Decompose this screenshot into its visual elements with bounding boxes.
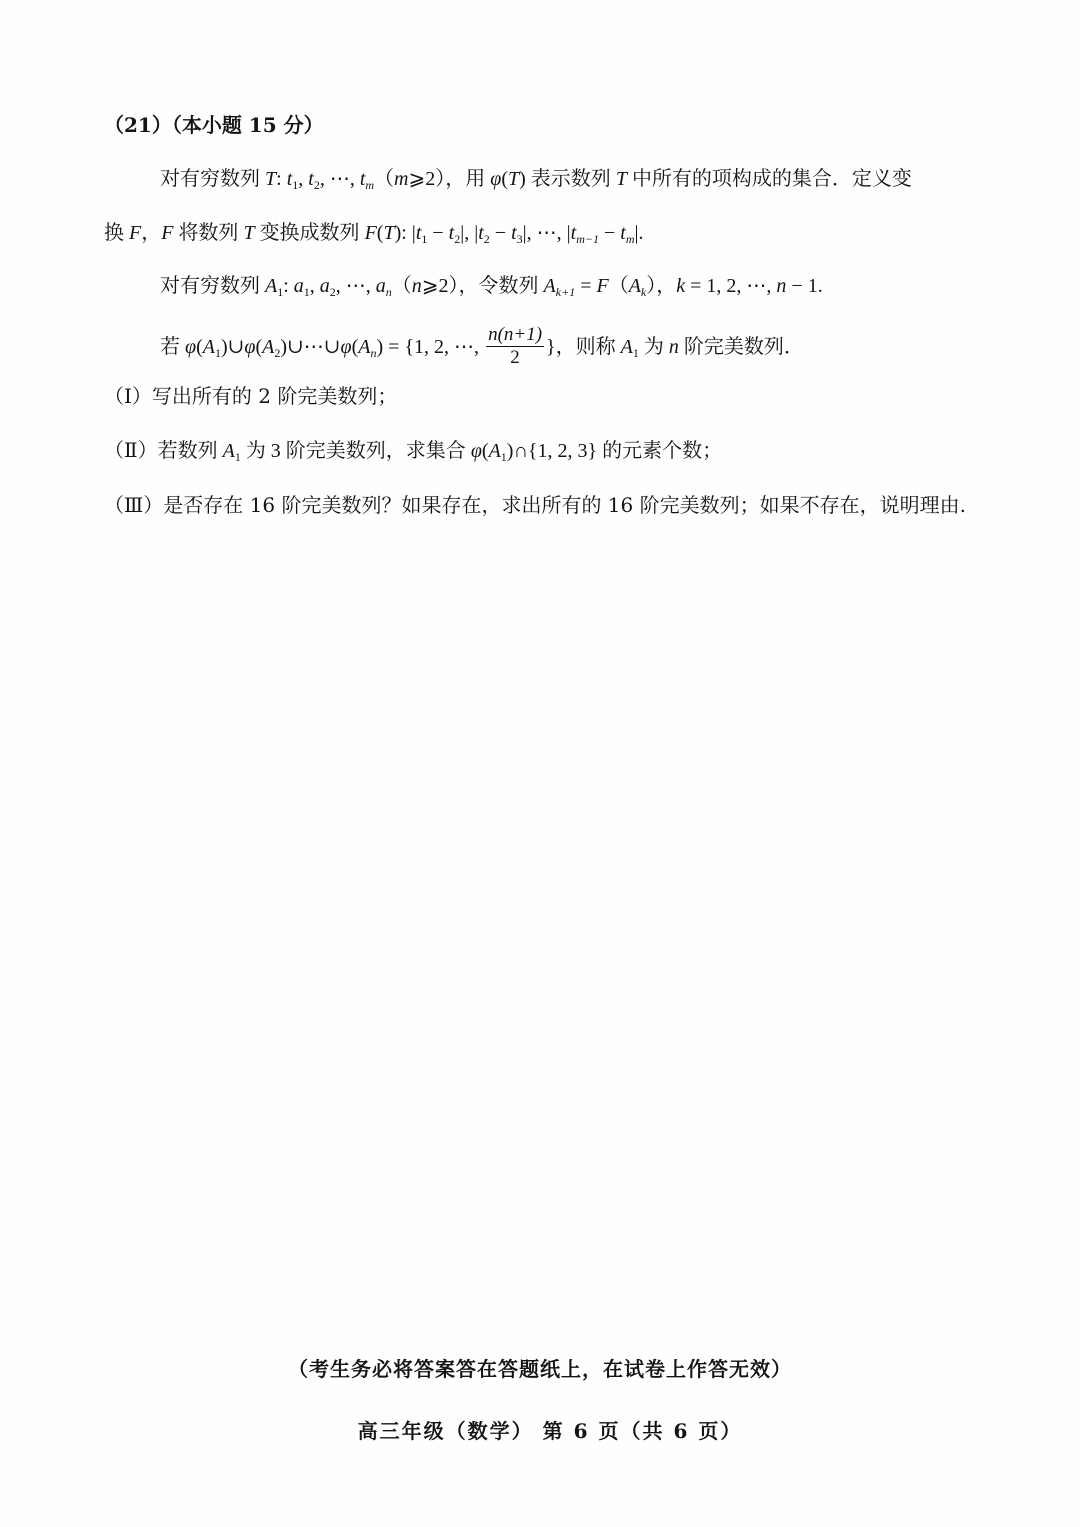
subscript	[626, 232, 635, 246]
text: (	[255, 336, 263, 359]
text: ⩾2），令数列	[421, 275, 544, 297]
fraction-denominator: 2	[510, 347, 520, 368]
text: − 1.	[786, 275, 823, 297]
text: 变换成数列	[254, 222, 365, 244]
subscript: 1	[303, 285, 310, 299]
text: ,	[309, 275, 320, 297]
text: :	[276, 168, 287, 190]
symbol: t	[286, 168, 293, 190]
symbol: A	[358, 336, 371, 359]
problem-heading: （21）（本小题 15 分）	[104, 113, 324, 137]
symbol: φ	[340, 336, 352, 359]
definition-paragraph-2	[104, 219, 644, 247]
subscript: 1	[277, 285, 284, 299]
symbol: A	[620, 336, 633, 359]
subscript: 2	[454, 232, 461, 246]
subscript: 1	[234, 450, 241, 464]
definition-paragraph-3	[160, 272, 823, 300]
symbol: φ	[470, 440, 482, 462]
subscript: 1	[500, 450, 507, 464]
symbol: t	[511, 222, 517, 244]
symbol: A	[488, 440, 501, 462]
symbol: A	[262, 336, 275, 359]
symbol: a	[319, 275, 330, 297]
symbol: n	[776, 275, 787, 297]
text: −	[489, 222, 512, 244]
fraction	[486, 324, 544, 369]
subscript: 1	[292, 178, 299, 192]
subscript: 1	[632, 346, 639, 361]
text: (	[481, 440, 489, 462]
symbol: F	[364, 222, 377, 244]
symbol: n	[668, 336, 679, 359]
text: −	[598, 222, 621, 244]
text: 中所有的项构成的集合．定义变	[626, 168, 912, 190]
subscript-symbol: m	[365, 178, 375, 192]
fraction-numerator: n(n+1)	[488, 324, 543, 345]
text: ,	[298, 168, 309, 190]
text: 若	[160, 336, 185, 359]
symbol: a	[375, 275, 386, 297]
text: :	[283, 275, 294, 297]
symbol: F	[129, 222, 142, 244]
text: (	[196, 336, 203, 359]
symbol: T	[615, 168, 627, 190]
subscript: 2	[329, 285, 336, 299]
text: (	[351, 336, 359, 359]
subscript	[365, 178, 374, 192]
text: 为 3 阶完美数列，求集合	[240, 440, 471, 462]
symbol: F	[161, 222, 174, 244]
text: (	[501, 168, 509, 190]
text: |.	[634, 222, 644, 244]
symbol: T	[383, 222, 395, 244]
text: , ⋯,	[335, 275, 376, 297]
symbol: m	[394, 168, 409, 190]
symbol: A	[222, 440, 235, 462]
question-part-1: （Ⅰ）写出所有的 2 阶完美数列；	[104, 384, 398, 408]
subscript-symbol: m−1	[576, 232, 599, 246]
symbol: A	[628, 275, 641, 297]
subscript: 2	[483, 232, 490, 246]
text: （	[608, 275, 629, 297]
text: ): |	[394, 222, 416, 244]
symbol: A	[265, 275, 278, 297]
subscript: 2	[274, 346, 281, 361]
text: 对有穷数列	[160, 168, 265, 190]
symbol: t	[448, 222, 455, 244]
symbol: n	[411, 275, 422, 297]
page-footer: 高三年级（数学） 第 6 页（共 6 页）	[357, 1419, 743, 1443]
symbol: φ	[185, 336, 197, 359]
text: 将数列	[173, 222, 244, 244]
symbol: T	[265, 168, 277, 190]
text: （	[374, 168, 395, 190]
symbol: t	[478, 222, 484, 244]
subscript: 1	[421, 232, 428, 246]
subscript: 2	[313, 178, 320, 192]
text: = 1, 2, ⋯,	[685, 275, 777, 297]
text: )∪	[220, 336, 245, 359]
subscript: 1	[214, 346, 221, 361]
text: 为	[638, 336, 669, 359]
subscript-symbol: k+1	[555, 285, 576, 299]
text: ) = {1, 2, ⋯,	[376, 336, 485, 359]
symbol: F	[596, 275, 609, 297]
text: ，	[141, 222, 162, 244]
text: , ⋯,	[319, 168, 360, 190]
subscript-symbol: n	[385, 285, 392, 299]
question-part-2	[104, 437, 722, 465]
subscript	[556, 285, 575, 299]
symbol: A	[202, 336, 215, 359]
text: 换	[104, 222, 129, 244]
definition-paragraph-4	[160, 326, 804, 371]
symbol: t	[415, 222, 422, 244]
answer-instruction-note: （考生务必将答案答在答题纸上，在试卷上作答无效）	[288, 1357, 792, 1381]
subscript-symbol: k	[640, 285, 647, 299]
subscript: 3	[516, 232, 523, 246]
symbol: T	[243, 222, 255, 244]
text: |, |	[460, 222, 479, 244]
text: ），	[646, 275, 677, 297]
symbol: φ	[244, 336, 256, 359]
question-part-3: （Ⅲ）是否存在 16 阶完美数列？如果存在，求出所有的 16 阶完美数列；如果不存在，说明理由.	[104, 493, 966, 517]
text: 对有穷数列	[160, 275, 265, 297]
subscript	[576, 232, 599, 246]
text: ) 表示数列	[519, 168, 616, 190]
text: （Ⅱ）若数列	[104, 440, 223, 462]
text: (	[376, 222, 384, 244]
text: （	[391, 275, 412, 297]
symbol: k	[676, 275, 686, 297]
text: ⩾2），用	[408, 168, 491, 190]
symbol: t	[620, 222, 626, 244]
symbol: T	[508, 168, 520, 190]
subscript-symbol: m	[625, 232, 635, 246]
text: −	[427, 222, 449, 244]
text: )∪⋯∪	[280, 336, 341, 359]
text: }，则称	[546, 336, 621, 359]
symbol: A	[543, 275, 556, 297]
text: |, ⋯, |	[522, 222, 571, 244]
subscript-symbol: n	[370, 346, 377, 361]
text: =	[575, 275, 597, 297]
symbol: φ	[490, 168, 502, 190]
symbol: t	[570, 222, 577, 244]
symbol: t	[359, 168, 366, 190]
symbol: t	[308, 168, 314, 190]
symbol: a	[293, 275, 304, 297]
text: )∩{1, 2, 3} 的元素个数；	[506, 440, 723, 462]
definition-paragraph-1	[160, 165, 912, 193]
text: 阶完美数列．	[678, 336, 804, 359]
